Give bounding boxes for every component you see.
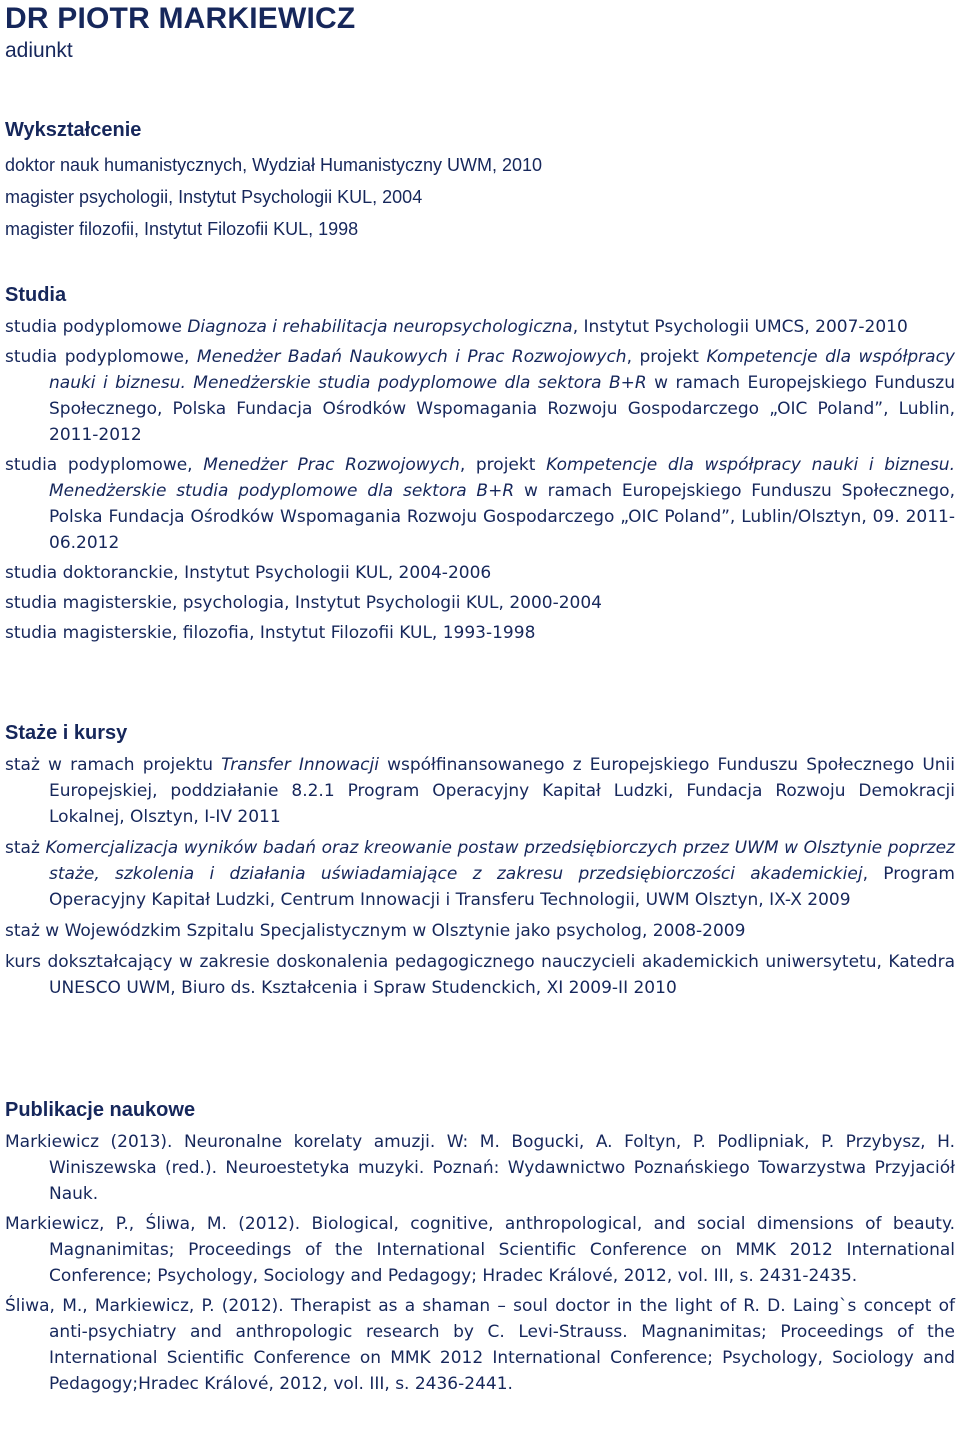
italic-run: Menedżer Badań Naukowych i Prac Rozwojowych xyxy=(196,347,627,367)
text-run: staż xyxy=(5,838,46,858)
studies-item xyxy=(5,344,955,448)
studies-item: studia magisterskie, psychologia, Instytut Psychologii KUL, 2000-2004 xyxy=(5,593,602,613)
text-run: studia podyplomowe, xyxy=(5,347,197,367)
education-item: magister psychologii, Instytut Psychologii KUL, 2004 xyxy=(5,187,423,207)
education-section xyxy=(5,117,542,245)
internships-heading: Staże i kursy xyxy=(5,722,128,744)
italic-run: Kompetencje dla współpracy nauki i biznesu. Menedżerskie studia podyplomowe dla sektora B+R xyxy=(49,455,955,501)
studies-item: studia magisterskie, filozofia, Instytut Filozofii KUL, 1993-1998 xyxy=(5,623,536,643)
italic-run: Komercjalizacja wyników badań oraz kreowanie postaw przedsiębiorczych przez UWM w Olsztynie poprzez staże, szkolenia i działania uświadamiające z zakresu przedsiębiorczości akademickiej xyxy=(45,838,955,884)
text-run: współfinansowanego z Europejskiego Funduszu Społecznego Unii Europejskiej, poddziałanie 8.2.1 Program Operacyjny Kapitał Ludzki, Fundacja Rozwoju Demokracji Lokalnej, Olsztyn, I-IV 2011 xyxy=(49,755,955,827)
internship-item xyxy=(5,835,955,913)
studies-section xyxy=(5,282,955,646)
page-title: DR PIOTR MARKIEWICZ xyxy=(5,2,356,35)
italic-run: Diagnoza i rehabilitacja neuropsychologiczna xyxy=(187,317,573,337)
text-run: , projekt xyxy=(459,455,547,475)
internships-section xyxy=(5,720,955,1001)
text-run: , projekt xyxy=(626,347,707,367)
publications-section xyxy=(5,1097,955,1397)
text-run: studia podyplomowe xyxy=(5,317,188,337)
internship-item xyxy=(5,752,955,830)
education-item: magister filozofii, Instytut Filozofii KUL, 1998 xyxy=(5,219,359,239)
text-run: w ramach Europejskiego Funduszu Społecznego, Polska Fundacja Ośrodków Wspomagania Rozwoju Gospodarczego „OIC Poland”, Lublin/Olsztyn, 09. 2011- 06.2012 xyxy=(49,481,955,553)
studies-item: studia doktoranckie, Instytut Psychologii KUL, 2004-2006 xyxy=(5,563,492,583)
education-heading: Wykształcenie xyxy=(5,119,142,141)
publication-item: Śliwa, M., Markiewicz, P. (2012). Therapist as a shaman – soul doctor in the light of R. D. Laing`s concept of anti-psychiatry and anthropologic research by C. Levi-Strauss. Magnanimitas; Proceedings of the International Scientific Conference on MMK 2012 International Conference; Psychology, Sociology and Pedagogy;Hradec Králové, 2012, vol. III, s. 2436-2441. xyxy=(5,1296,955,1394)
text-run: staż w ramach projektu xyxy=(5,755,222,775)
education-item: doktor nauk humanistycznych, Wydział Humanistyczny UWM, 2010 xyxy=(5,155,543,175)
text-run: , Instytut Psychologii UMCS, 2007-2010 xyxy=(572,317,908,337)
internship-item: kurs dokształcający w zakresie doskonalenia pedagogicznego nauczycieli akademickich uniwersytetu, Katedra UNESCO UWM, Biuro ds. Kształcenia i Spraw Studenckich, XI 2009-II 2010 xyxy=(5,952,955,998)
italic-run: Transfer Innowacji xyxy=(221,755,379,775)
studies-heading: Studia xyxy=(5,284,67,306)
publications-heading: Publikacje naukowe xyxy=(5,1099,196,1121)
text-run: , Program Operacyjny Kapitał Ludzki, Centrum Innowacji i Transferu Technologii, UWM Olsztyn, IX-X 2009 xyxy=(49,864,955,910)
document-page xyxy=(5,0,955,1394)
publication-item: Markiewicz, P., Śliwa, M. (2012). Biological, cognitive, anthropological, and social dimensions of beauty. Magnanimitas; Proceedings of the International Scientific Conference on MMK 2012 International Conference; Psychology, Sociology and Pedagogy; Hradec Králové, 2012, vol. III, s. 2431-2435. xyxy=(5,1214,955,1286)
publication-item: Markiewicz (2013). Neuronalne korelaty amuzji. W: M. Bogucki, A. Foltyn, P. Podlipniak, P. Przybysz, H. Winiszewska (red.). Neuroestetyka muzyki. Poznań: Wydawnictwo Poznańskiego Towarzystwa Przyjaciół Nauk. xyxy=(5,1132,955,1204)
text-run: studia podyplomowe, xyxy=(5,455,204,475)
italic-run: Menedżer Prac Rozwojowych xyxy=(203,455,460,475)
text-run: w ramach Europejskiego Funduszu Społecznego, Polska Fundacja Ośrodków Wspomagania Rozwoju Gospodarczego „OIC Poland”, Lublin, 2011-2012 xyxy=(49,373,955,445)
italic-run: Kompetencje dla współpracy nauki i biznesu. Menedżerskie studia podyplomowe dla sektora B+R xyxy=(49,347,955,393)
position-title: adiunkt xyxy=(5,39,73,62)
studies-item xyxy=(5,314,955,340)
internship-item: staż w Wojewódzkim Szpitalu Specjalistycznym w Olsztynie jako psycholog, 2008-2009 xyxy=(5,921,746,941)
studies-item xyxy=(5,452,955,556)
